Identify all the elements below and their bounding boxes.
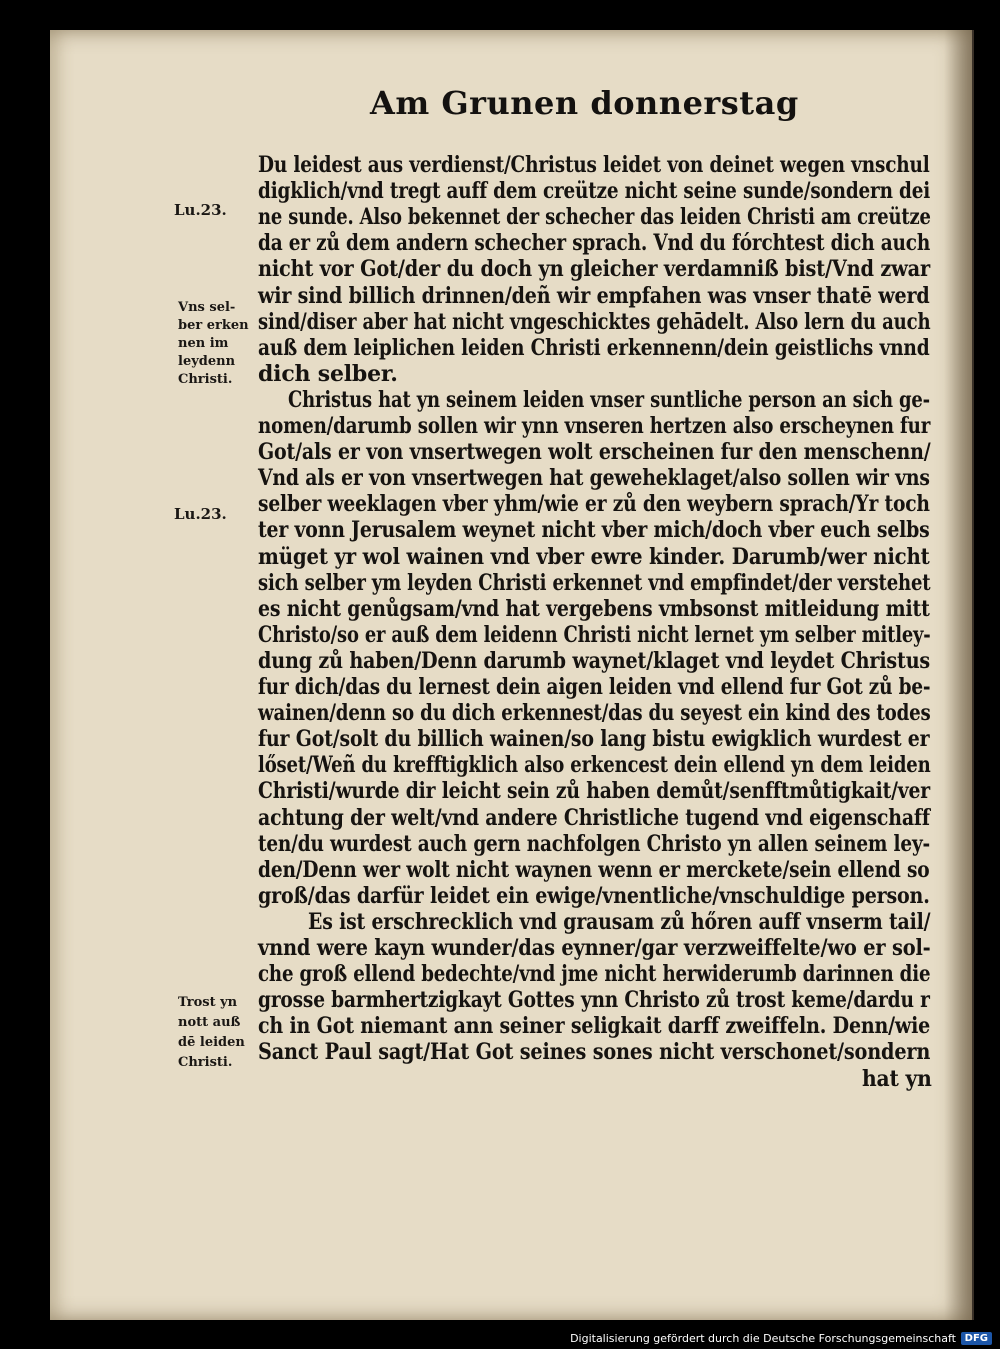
text-line: da er zů dem andern schecher sprach. Vnd du fórchtest dich auch [258, 230, 931, 257]
page-title: Am Grunen donnerstag [370, 84, 799, 122]
text-line: digklich/vnd tregt auff dem creütze nicht seine sunde/sondern dei [258, 178, 931, 205]
margin-note: Vns sel- [178, 300, 236, 315]
text-line: Christo/so er auß dem leidenn Christi nicht lernet ym selber mitley- [258, 621, 931, 648]
text-line: che groß ellend bedechte/vnd jme nicht herwiderumb darinnen die [258, 961, 931, 988]
text-line: Christi/wurde dir leicht sein zů haben demůt/senfftmůtigkait/ver [258, 778, 931, 805]
text-line: groß/das darfür leidet ein ewige/vnentliche/vnschuldige person. [258, 882, 930, 909]
margin-note: Lu.23. [174, 505, 227, 523]
text-line: fur dich/das du lernest dein aigen leiden vnd ellend fur Got zů be- [258, 674, 931, 700]
text-line: achtung der welt/vnd andere Christliche tugend vnd eigenschaff [258, 804, 930, 831]
margin-note: nott auß [178, 1015, 241, 1030]
text-line: sind/diser aber hat nicht vngeschicktes gehādelt. Also lern du auch [258, 308, 931, 335]
text-line: wir sind billich drinnen/deñ wir empfahen was vnser thatē werd [258, 282, 930, 309]
margin-note: ber erken [178, 318, 249, 333]
margin-note: leydenn [178, 354, 236, 369]
text-line: ter vonn Jerusalem weynet nicht vber mich/doch vber euch selbs [258, 517, 930, 544]
margin-note: nen im [178, 336, 229, 351]
text-line: vnnd were kayn wunder/das eynner/gar verzweiffelte/wo er sol- [258, 935, 931, 961]
text-line: hat yn [862, 1065, 932, 1092]
text-line: Got/als er von vnsertwegen wolt erscheinen fur den menschenn/ [258, 439, 931, 466]
text-line: lőset/Weñ du krefftigklich also erkencest dein ellend yn dem leiden [258, 752, 931, 779]
text-line: sich selber ym leyden Christi erkennet vnd empfindet/der verstehet [258, 569, 931, 596]
footer-credit: Digitalisierung gefördert durch die Deutsche Forschungsgemeinschaft [570, 1332, 956, 1345]
text-line: Es ist erschrecklich vnd grausam zů hőren auff vnserm tail/ [308, 908, 931, 935]
margin-note: dē leiden [178, 1035, 245, 1050]
text-line: es nicht genůgsam/vnd hat vergebens vmbsonst mitleidung mitt [258, 595, 930, 622]
text-line: Vnd als er von vnsertwegen hat geweheklaget/also sollen wir vns [258, 465, 930, 492]
text-line: nicht vor Got/der du doch yn gleicher verdamniß bist/Vnd zwar [258, 256, 931, 283]
text-line: dich selber. [258, 360, 398, 387]
text-line: fur Got/solt du billich wainen/so lang bistu ewigklich wurdest er [258, 726, 930, 753]
text-line: ch in Got niemant ann seiner seligkait darff zweiffeln. Denn/wie [258, 1013, 931, 1040]
text-line: selber weeklagen vber yhm/wie er zů den weybern sprach/Yr toch [258, 491, 930, 518]
text-line: auß dem leiplichen leiden Christi erkennenn/dein geistlichs vnnd [258, 334, 930, 361]
text-line: grosse barmhertzigkayt Gottes ynn Christo zů trost keme/dardu r [258, 987, 930, 1014]
text-line: nomen/darumb sollen wir ynn vnseren hertzen also erscheynen fur [258, 413, 931, 439]
margin-note: Christi. [178, 1055, 233, 1070]
text-line: Christus hat yn seinem leiden vnser suntliche person an sich ge- [288, 386, 930, 413]
text-line: wainen/denn so du dich erkennest/das du seyest ein kind des todes [258, 700, 931, 727]
margin-note: Trost yn [178, 995, 238, 1010]
dfg-logo-badge: DFG [961, 1332, 992, 1345]
margin-note: Lu.23. [174, 201, 227, 219]
text-line: Sanct Paul sagt/Hat Got seines sones nicht verschonet/sondern [258, 1039, 931, 1066]
margin-note: Christi. [178, 372, 233, 387]
text-line: ne sunde. Also bekennet der schecher das leiden Christi am creütze [258, 204, 931, 231]
text-line: den/Denn wer wolt nicht waynen wenn er merckete/sein ellend so [258, 856, 930, 883]
text-line: dung zů haben/Denn darumb waynet/klaget vnd leydet Christus [258, 647, 931, 674]
text-line: müget yr wol wainen vnd vber ewre kinder. Darumb/wer nicht [258, 543, 930, 570]
text-line: ten/du wurdest auch gern nachfolgen Christo yn allen seinem ley- [258, 830, 931, 857]
text-line: Du leidest aus verdienst/Christus leidet von deinet wegen vnschul [258, 152, 930, 178]
